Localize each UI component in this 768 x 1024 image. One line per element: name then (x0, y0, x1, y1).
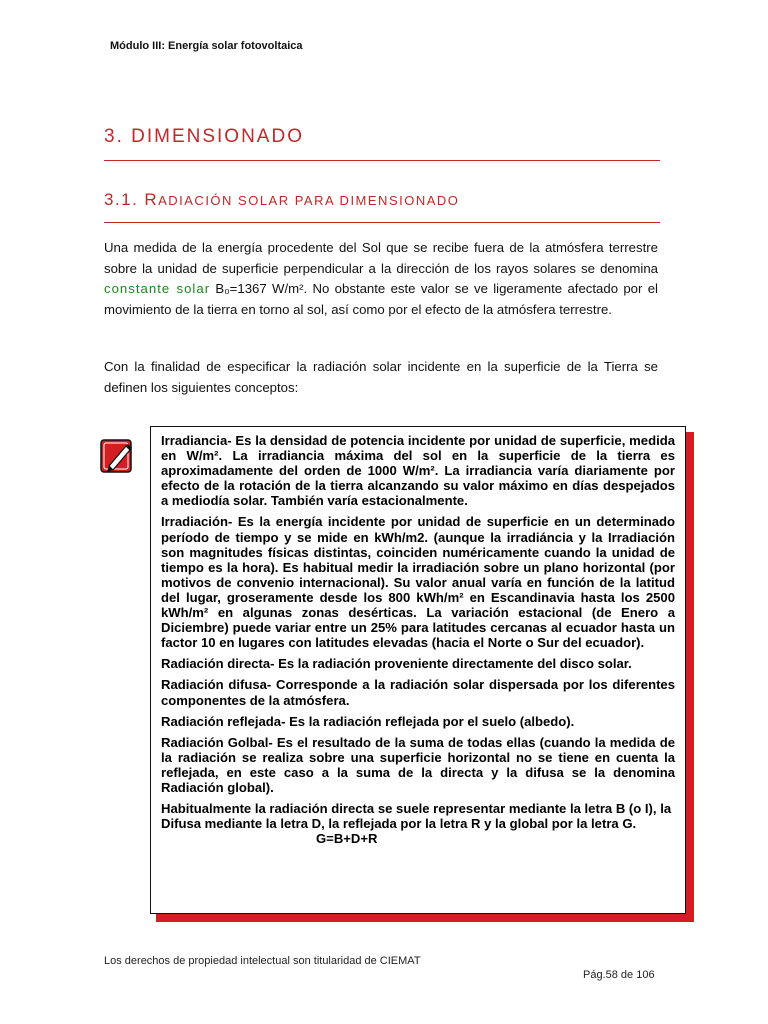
footer-copyright: Los derechos de propiedad intelectual son titularidad de CIEMAT (104, 955, 421, 967)
concept-irradiacion: Irradiación- Es la energía incidente por unidad de superficie en un determinado período de tiempo y se mide en kWh/m2. (aunque la irradiáncia y la Irradiación son magnitudes físicas distintas, coinciden numéricamente cuando la unidad de tiempo es la hora). Es habitual medir la irradiación sobre un plano horizontal (por motivos de convenio internacional). Su valor anual varía en función de la latitud del lugar, groseramente desde los 800 kWh/m² en Escandinavia hasta los 2500 kWh/m² en algunas zonas desérticas. La variación estacional (de Enero a Diciembre) puede variar entre un 25% para latitudes cercanas al ecuador hasta un factor 10 en lugares con latitudes elevadas (hacia el Norte o Sur del ecuador). (161, 514, 675, 651)
pencil-note-icon (98, 436, 136, 476)
subsection-first-letter: R (144, 190, 159, 209)
concept-radiacion-directa: Radiación directa- Es la radiación proveniente directamente del disco solar. (161, 656, 632, 672)
subsection-rest: ADIACIÓN SOLAR PARA DIMENSIONADO (158, 193, 460, 208)
section-rule (104, 160, 660, 161)
section-title: 3. DIMENSIONADO (104, 126, 304, 147)
intro-text-1: Una medida de la energía procedente del Sol que se recibe fuera de la atmósfera terrestre sobre la unidad de superficie perpendicular a la dirección de los rayos solares se denomina (104, 240, 658, 276)
concept-radiacion-difusa: Radiación difusa- Corresponde a la radiación solar dispersada por los diferentes componentes de la atmósfera. (161, 677, 675, 708)
notation-text: Habitualmente la radiación directa se suele representar mediante la letra B (o I), la Difusa mediante la letra D, la reflejada por la letra R y la global por la letra G. (161, 801, 672, 832)
concepts-intro-paragraph: Con la finalidad de especificar la radiación solar incidente en la superficie de la Tierra se definen los siguientes conceptos: (104, 359, 658, 395)
subsection-title (104, 190, 459, 210)
subsection-rule (104, 222, 660, 223)
intro-paragraph (104, 238, 658, 320)
intro-text-2: B₀=1367 W/m². No obstante este valor se ve ligeramente afectado por el movimiento de la tierra en torno al sol, así como por el efecto de la atmósfera terrestre. (104, 281, 658, 317)
module-header: Módulo III: Energía solar fotovoltaica (110, 40, 303, 52)
concepts-box (150, 426, 686, 914)
subsection-number: 3.1. (104, 190, 139, 209)
page-number: Pág.58 de 106 (583, 969, 655, 981)
notation-formula: G=B+D+R (316, 831, 378, 847)
concept-irradiancia: Irradiancia- Es la densidad de potencia incidente por unidad de superficie, medida en W/m². La irradiancia máxima del sol en la superficie de la tierra es aproximadamente del orden de 1000 W/m². La irradiancia varía diariamente por efecto de la rotación de la tierra alcanzando su valor máximo en días despejados a mediodía solar. También varía estacionalmente. (161, 433, 675, 509)
concept-radiacion-reflejada: Radiación reflejada- Es la radiación reflejada por el suelo (albedo). (161, 713, 575, 729)
concept-radiacion-global: Radiación Golbal- Es el resultado de la suma de todas ellas (cuando la medida de la radiación se realiza sobre una superficie horizontal no se tiene en cuenta la reflejada, en este caso a la suma de la directa y la difusa se la denomina Radiación global). (161, 734, 675, 795)
concept-notation (161, 801, 675, 846)
constante-solar-highlight: constante solar (104, 281, 211, 296)
